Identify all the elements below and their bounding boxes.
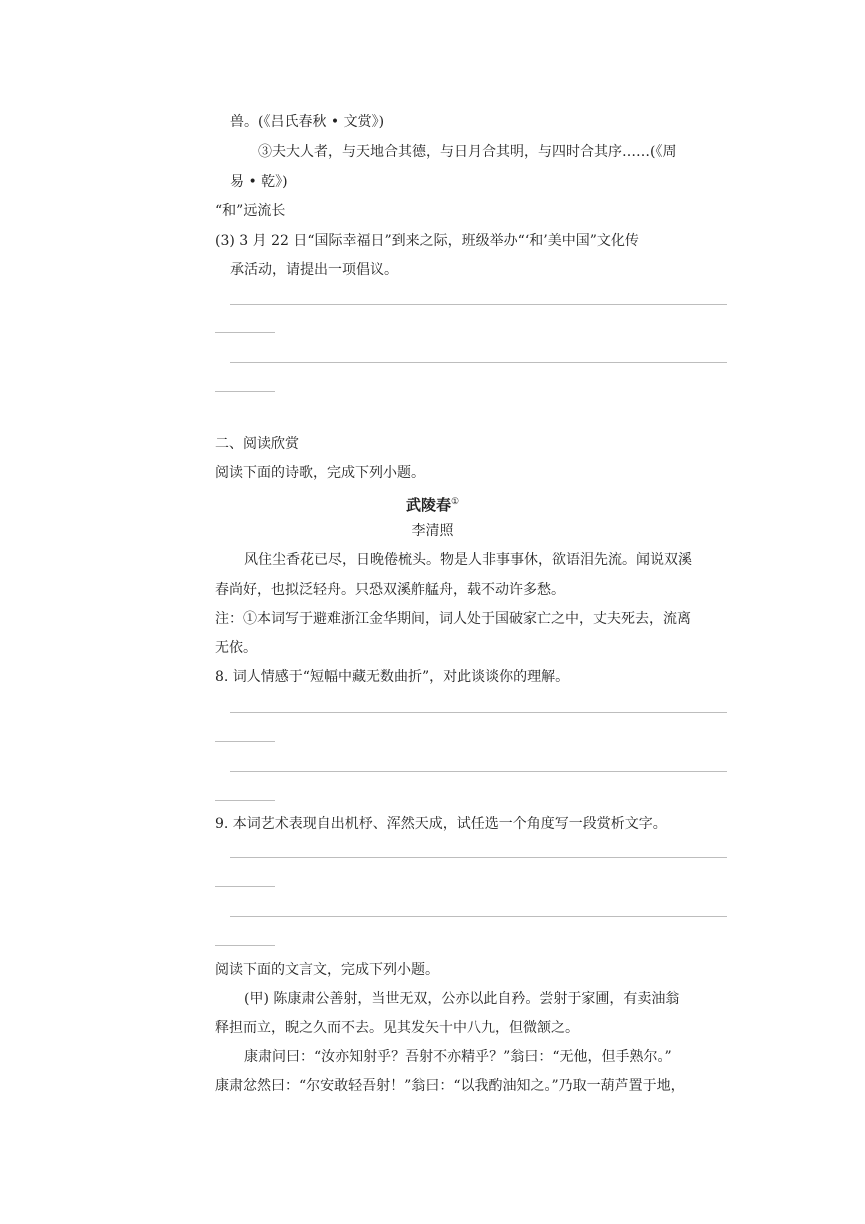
quote-line: 易 • 乾》) bbox=[230, 174, 288, 190]
answer-line[interactable] bbox=[215, 945, 275, 946]
question-3-text: (3) 3 月 22 日“国际幸福日”到来之际，班级举办“‘和’美中国”文化传 bbox=[215, 233, 639, 249]
answer-line[interactable] bbox=[230, 362, 727, 363]
quote-line: 兽。(《吕氏春秋 • 文赏》) bbox=[230, 114, 385, 130]
footnote-text: 注：①本词写于避难浙江金华期间，词人处于国破家亡之中，丈夫死去，流离 bbox=[215, 611, 691, 627]
poem-text: 春尚好，也拟泛轻舟。只恐双溪舴艋舟，载不动许多愁。 bbox=[215, 582, 565, 598]
footnote-text: 无依。 bbox=[215, 640, 257, 656]
instruction-text: 阅读下面的诗歌，完成下列小题。 bbox=[215, 465, 425, 481]
question-8-text: 8. 词人情感于“短幅中藏无数曲折”，对此谈谈你的理解。 bbox=[215, 669, 570, 685]
quote-line: ③夫大人者，与天地合其德，与日月合其明，与四时合其序……(《周 bbox=[258, 144, 677, 160]
footnote-mark: ① bbox=[450, 497, 460, 507]
answer-line[interactable] bbox=[230, 771, 727, 772]
poem-title bbox=[0, 492, 865, 515]
poem-author: 李清照 bbox=[411, 523, 454, 539]
classical-text: 康肃问曰：“汝亦知射乎？吾射不亦精乎？”翁曰：“无他，但手熟尔。” bbox=[244, 1049, 672, 1065]
instruction-text: 阅读下面的文言文，完成下列小题。 bbox=[215, 962, 439, 978]
classical-text: 释担而立，睨之久而不去。见其发矢十中八九，但微颔之。 bbox=[215, 1020, 579, 1036]
answer-line[interactable] bbox=[215, 391, 275, 392]
answer-line[interactable] bbox=[215, 741, 275, 742]
question-3-text: 承活动，请提出一项倡议。 bbox=[230, 262, 398, 278]
question-9-text: 9. 本词艺术表现自出机杼、浑然天成，试任选一个角度写一段赏析文字。 bbox=[215, 816, 667, 832]
subheading: “和”远流长 bbox=[215, 203, 286, 219]
answer-line[interactable] bbox=[230, 857, 727, 858]
answer-line[interactable] bbox=[215, 886, 275, 887]
classical-text: (甲) 陈康肃公善射，当世无双，公亦以此自矜。尝射于家圃，有卖油翁 bbox=[244, 991, 680, 1007]
poem-text: 风住尘香花已尽，日晚倦梳头。物是人非事事休，欲语泪先流。闻说双溪 bbox=[244, 552, 692, 568]
answer-line[interactable] bbox=[230, 712, 727, 713]
section-heading: 二、阅读欣赏 bbox=[215, 436, 299, 452]
answer-line[interactable] bbox=[230, 916, 727, 917]
answer-line[interactable] bbox=[215, 800, 275, 801]
classical-text: 康肃忿然曰：“尔安敢轻吾射！”翁曰：“以我酌油知之。”乃取一葫芦置于地， bbox=[215, 1078, 685, 1094]
answer-line[interactable] bbox=[215, 332, 275, 333]
answer-line[interactable] bbox=[230, 304, 727, 305]
poem-title-text: 武陵春 bbox=[405, 496, 451, 514]
